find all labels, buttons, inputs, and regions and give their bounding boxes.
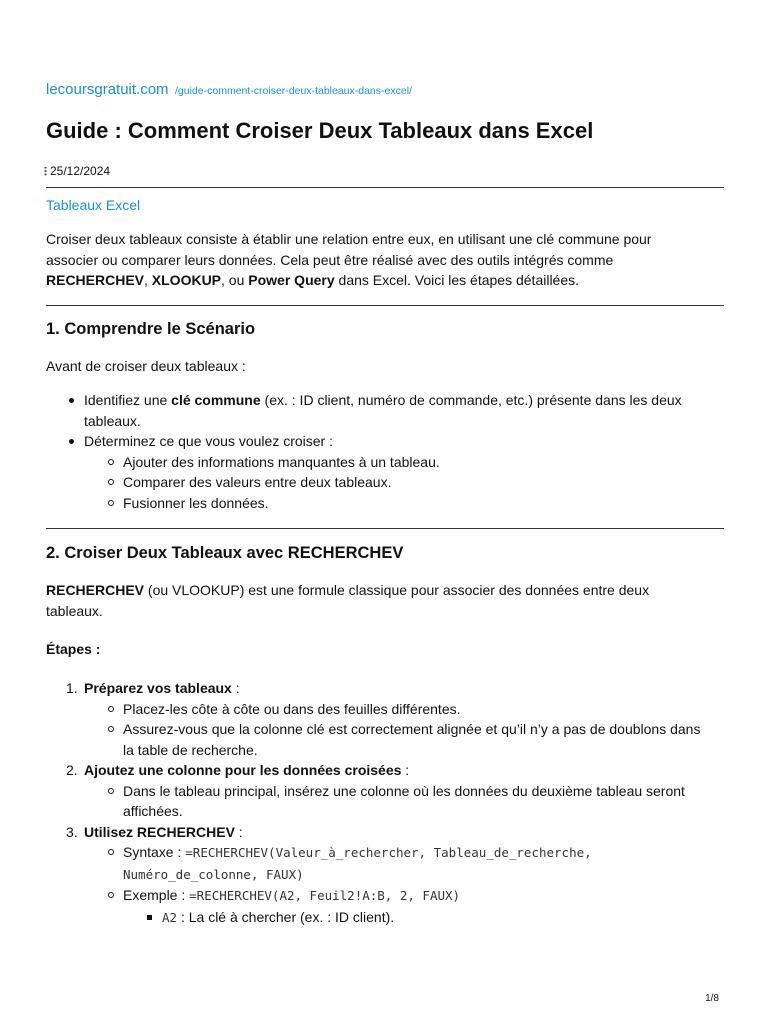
sub-list-item: Fusionner les données. xyxy=(123,493,724,514)
step-number: 3. xyxy=(66,823,78,840)
section-paragraph xyxy=(46,580,724,621)
paragraph-text: (ou VLOOKUP) est une formule classique pour associer des données entre deux xyxy=(144,582,650,598)
page-number: 1/8 xyxy=(705,993,719,1004)
step-number: 1. xyxy=(66,680,78,696)
keyword-recherchev: RECHERCHEV xyxy=(46,272,145,288)
keyword-xlookup: XLOOKUP xyxy=(151,272,222,288)
step-item xyxy=(66,760,724,822)
sub-list-item xyxy=(123,842,724,885)
sub-list-item: Comparer des valeurs entre deux tableaux. xyxy=(123,472,724,493)
item-text: Déterminez ce que vous voulez croiser : xyxy=(84,433,333,449)
article-path-link[interactable]: /guide-comment-croiser-deux-tableaux-dans-excel/ xyxy=(175,85,412,97)
intro-line: Croiser deux tableaux consiste à établir une relation entre eux, en utilisant une clé commune pour xyxy=(46,231,652,247)
list-item xyxy=(84,431,724,513)
divider xyxy=(46,528,724,529)
syntax-label: Syntaxe : xyxy=(123,844,186,860)
key-term: clé commune xyxy=(171,392,261,408)
intro-tail: dans Excel. Voici les étapes détaillées. xyxy=(334,272,580,288)
example-label: Exemple : xyxy=(123,887,190,903)
item-text: tableaux. xyxy=(84,412,141,429)
publish-date: 25/12/2024 xyxy=(50,164,111,178)
item-text: affichées. xyxy=(123,803,183,819)
separator: , ou xyxy=(221,272,249,288)
page-title: Guide : Comment Croiser Deux Tableaux dans Excel xyxy=(46,118,594,143)
paragraph-line xyxy=(46,580,724,601)
paragraph-line: tableaux. xyxy=(46,602,103,619)
date-row xyxy=(44,164,110,178)
separator: , xyxy=(144,272,152,288)
list-item xyxy=(84,390,724,431)
sub-list-item: Placez-les côte à côte ou dans des feuilles différentes. xyxy=(123,699,724,720)
sub-list xyxy=(84,699,724,761)
keyword-power-query: Power Query xyxy=(248,272,335,288)
date-icon xyxy=(44,166,47,176)
example-code: =RECHERCHEV(A2, Feuil2!A:B, 2, FAUX) xyxy=(189,888,461,903)
sub-sub-list-item xyxy=(162,907,724,929)
sub-list xyxy=(84,452,724,514)
step-number: 2. xyxy=(66,762,78,778)
intro-line: associer ou comparer leurs données. Cela peut être réalisé avec des outils intégrés comme xyxy=(46,251,614,268)
sub-list xyxy=(84,842,724,928)
step-tail: : xyxy=(234,823,243,840)
sub-list-item: Ajouter des informations manquantes à un tableau. xyxy=(123,452,724,473)
site-link[interactable]: lecoursgratuit.com xyxy=(46,81,169,98)
step-title: Utilisez RECHERCHEV xyxy=(84,823,235,840)
sub-list xyxy=(84,781,724,822)
section-heading: 2. Croiser Deux Tableaux avec RECHERCHEV xyxy=(46,544,404,562)
intro-line xyxy=(46,270,724,291)
divider xyxy=(46,305,724,306)
sub-list-item xyxy=(123,885,724,928)
item-text: (ex. : ID client, numéro de commande, etc.) présente dans les deux xyxy=(260,392,682,408)
bullet-list xyxy=(84,390,724,513)
item-text: la table de recherche. xyxy=(123,741,258,758)
intro-paragraph xyxy=(46,229,724,291)
syntax-code: Numéro_de_colonne, FAUX) xyxy=(123,866,304,882)
key-term: RECHERCHEV xyxy=(46,582,145,598)
section-heading: 1. Comprendre le Scénario xyxy=(46,320,256,338)
step-tail: : xyxy=(401,762,410,778)
item-text: Assurez-vous que la colonne clé est correctement alignée et qu’il n’y a pas de doublons dans xyxy=(123,721,701,737)
param-code: A2 xyxy=(162,909,178,925)
section-lead: Avant de croiser deux tableaux : xyxy=(46,358,246,374)
divider xyxy=(46,187,724,188)
steps-label: Étapes : xyxy=(46,641,101,657)
step-title: Préparez vos tableaux xyxy=(84,680,232,696)
steps-list xyxy=(66,678,724,928)
sub-sub-list xyxy=(123,907,724,929)
category-link[interactable]: Tableaux Excel xyxy=(46,197,141,213)
item-text: Dans le tableau principal, insérez une colonne où les données du deuxième tableau seront xyxy=(123,782,685,799)
sub-list-item xyxy=(123,781,724,822)
syntax-code: =RECHERCHEV(Valeur_à_rechercher, Tableau_de_recherche, xyxy=(185,845,592,860)
step-item xyxy=(66,822,724,929)
step-tail: : xyxy=(231,680,240,696)
step-item xyxy=(66,678,724,760)
sub-list-item xyxy=(123,719,724,760)
step-title: Ajoutez une colonne pour les données croisées xyxy=(84,762,402,778)
param-text: : La clé à chercher (ex. : ID client). xyxy=(177,908,395,925)
breadcrumb xyxy=(46,81,412,99)
item-text: Identifiez une xyxy=(84,392,172,408)
